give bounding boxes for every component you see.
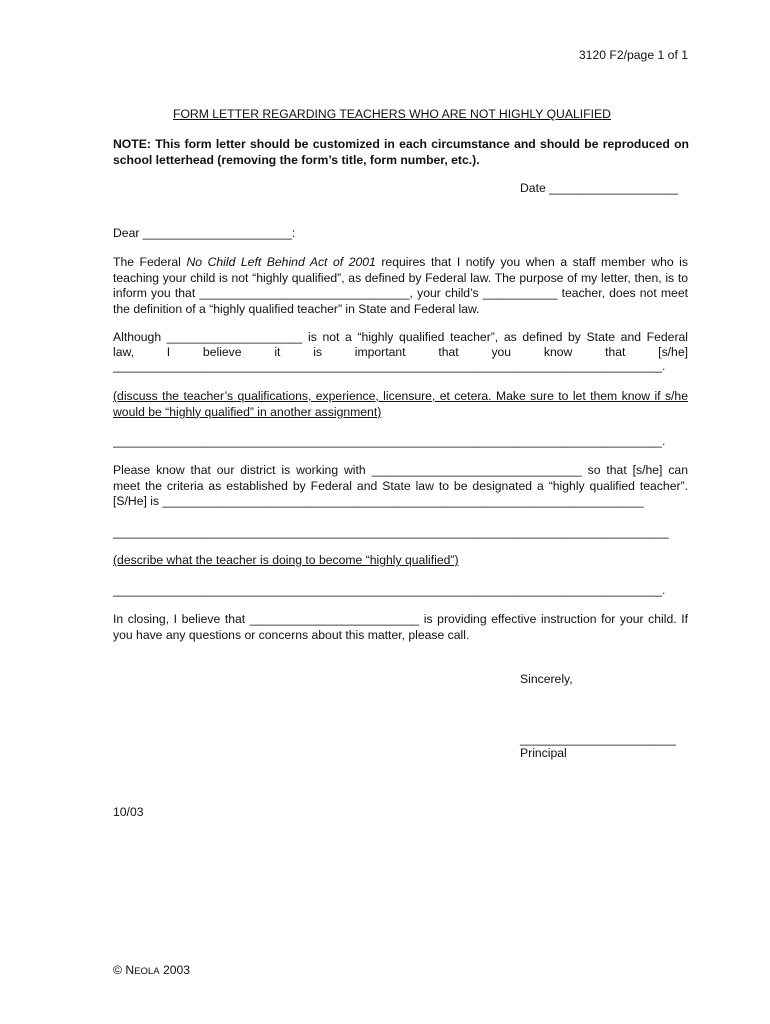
form-title: FORM LETTER REGARDING TEACHERS WHO ARE NOT HIGHLY QUALIFIED [173, 107, 611, 121]
copyright-year: 2003 [162, 963, 191, 977]
copyright-footer [113, 963, 190, 977]
paragraph-closing: In closing, I believe that _________________________ is providing effective instruction for your child. If you have any questions or concerns about this matter, please call. [113, 612, 688, 642]
form-note: NOTE: This form letter should be customized in each circumstance and should be reproduced on school letterhead (removing the form’s title, form number, etc.). [113, 137, 689, 167]
page-reference: 3120 F2/page 1 of 1 [578, 48, 688, 62]
signature-line: _______________________ [520, 732, 676, 746]
paragraph-although-line2: law, I believe it is important that you know that [s/he] [113, 345, 688, 359]
paragraph-although-line1: Although ____________________ is not a “highly qualified teacher”, as defined by State and Federal [113, 330, 688, 344]
copyright-symbol: © [113, 963, 122, 977]
brand-name [125, 963, 159, 977]
paragraph-although-blank: _________________________________________________________________________________. [113, 359, 666, 373]
revision-date: 10/03 [113, 805, 144, 819]
salutation: Dear ______________________: [113, 226, 296, 240]
paragraph-federal-law-body: requires that I notify you when a staff member who is teaching your child is not “highly qualified”, as defined by Federal law. The purpose of my letter, then, is to inform you that _______________________________, your child’s ___________ teacher, does not meet the definition of a “highly qualified teacher” in State and Federal law. [113, 255, 688, 316]
paragraph-federal-law-intro: The Federal [113, 255, 187, 269]
blank-line-qualifications: _________________________________________________________________________________. [113, 434, 666, 448]
paragraph-district-working: Please know that our district is working with _______________________________ so that [s/he] can meet the criteria as established by Federal and State law to be designated a “highly qualified teacher”. [S/He] is _______________________________________________________________________ [113, 463, 688, 508]
instruction-qualifications: (discuss the teacher’s qualifications, experience, licensure, et cetera. Make sure to let them know if s/he would be “highly qualified” in another assignment) [113, 389, 688, 419]
act-name: No Child Left Behind Act of 2001 [186, 255, 376, 269]
brand-rest: EOLA [134, 966, 160, 977]
signature-title: Principal [520, 746, 567, 760]
date-line: Date ___________________ [520, 181, 678, 195]
paragraph-federal-law [113, 255, 688, 317]
sign-off: Sincerely, [520, 672, 573, 686]
instruction-becoming-qualified: (describe what the teacher is doing to become “highly qualified”) [113, 553, 459, 567]
brand-initial: N [125, 963, 135, 977]
blank-line-becoming-qualified: _________________________________________________________________________________. [113, 583, 666, 597]
blank-line-district: __________________________________________________________________________________ [113, 525, 669, 539]
